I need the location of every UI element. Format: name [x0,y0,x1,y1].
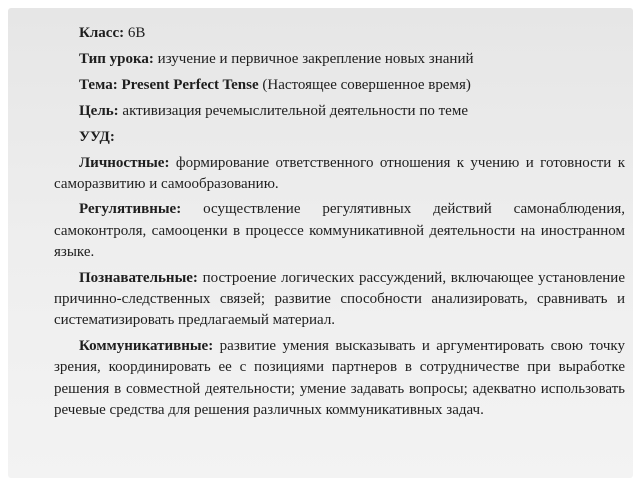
communicative-competency [54,336,625,422]
personal-label: Личностные: [79,154,170,171]
communicative-text: развитие умения высказывать и аргументировать свою точку зрения, координировать ее с позициями партнеров в сотрудничестве при выработке решения в совместной деятельности; умение задавать вопросы; адекватно использовать речевые средства для решения различных коммуникативных задач. [54,337,626,418]
goal-value: активизация речемыслительной деятельности по теме [122,102,468,119]
cognitive-label: Познавательные: [79,269,198,286]
personal-text: формирование ответственного отношения к учению и готовности к саморазвитию и самообразованию. [54,154,625,192]
goal-line [54,101,625,122]
regulatory-competency [54,199,625,263]
goal-label: Цель: [79,102,119,119]
topic-line [54,75,625,96]
class-label: Класс: [79,25,125,41]
lesson-plan [54,23,625,425]
personal-competency [54,153,625,196]
class-value: 6В [127,25,146,41]
communicative-label: Коммуникативные: [79,337,214,354]
cognitive-text: построение логических рассуждений, включающее установление причинно-следственных связей; развитие способности анализировать, сравнивать и систематизировать предлагаемый материал. [54,269,625,329]
uud-label: УУД: [79,128,115,145]
regulatory-text: осуществление регулятивных действий самонаблюдения, самоконтроля, самооценки в процессе коммуникативной деятельности на иностранном языке. [54,201,626,261]
lesson-type-value: изучение и первичное закрепление новых знаний [157,50,474,67]
topic-label: Тема: Present Perfect Tense [79,76,259,93]
lesson-type-label: Тип урока: [79,50,154,67]
regulatory-label: Регулятивные: [79,201,182,218]
cognitive-competency [54,268,625,332]
class-line [54,23,625,44]
lesson-type-line [54,49,625,70]
slide-card [8,8,633,478]
topic-value: (Настоящее совершенное время) [262,76,471,93]
uud-line [54,127,625,148]
